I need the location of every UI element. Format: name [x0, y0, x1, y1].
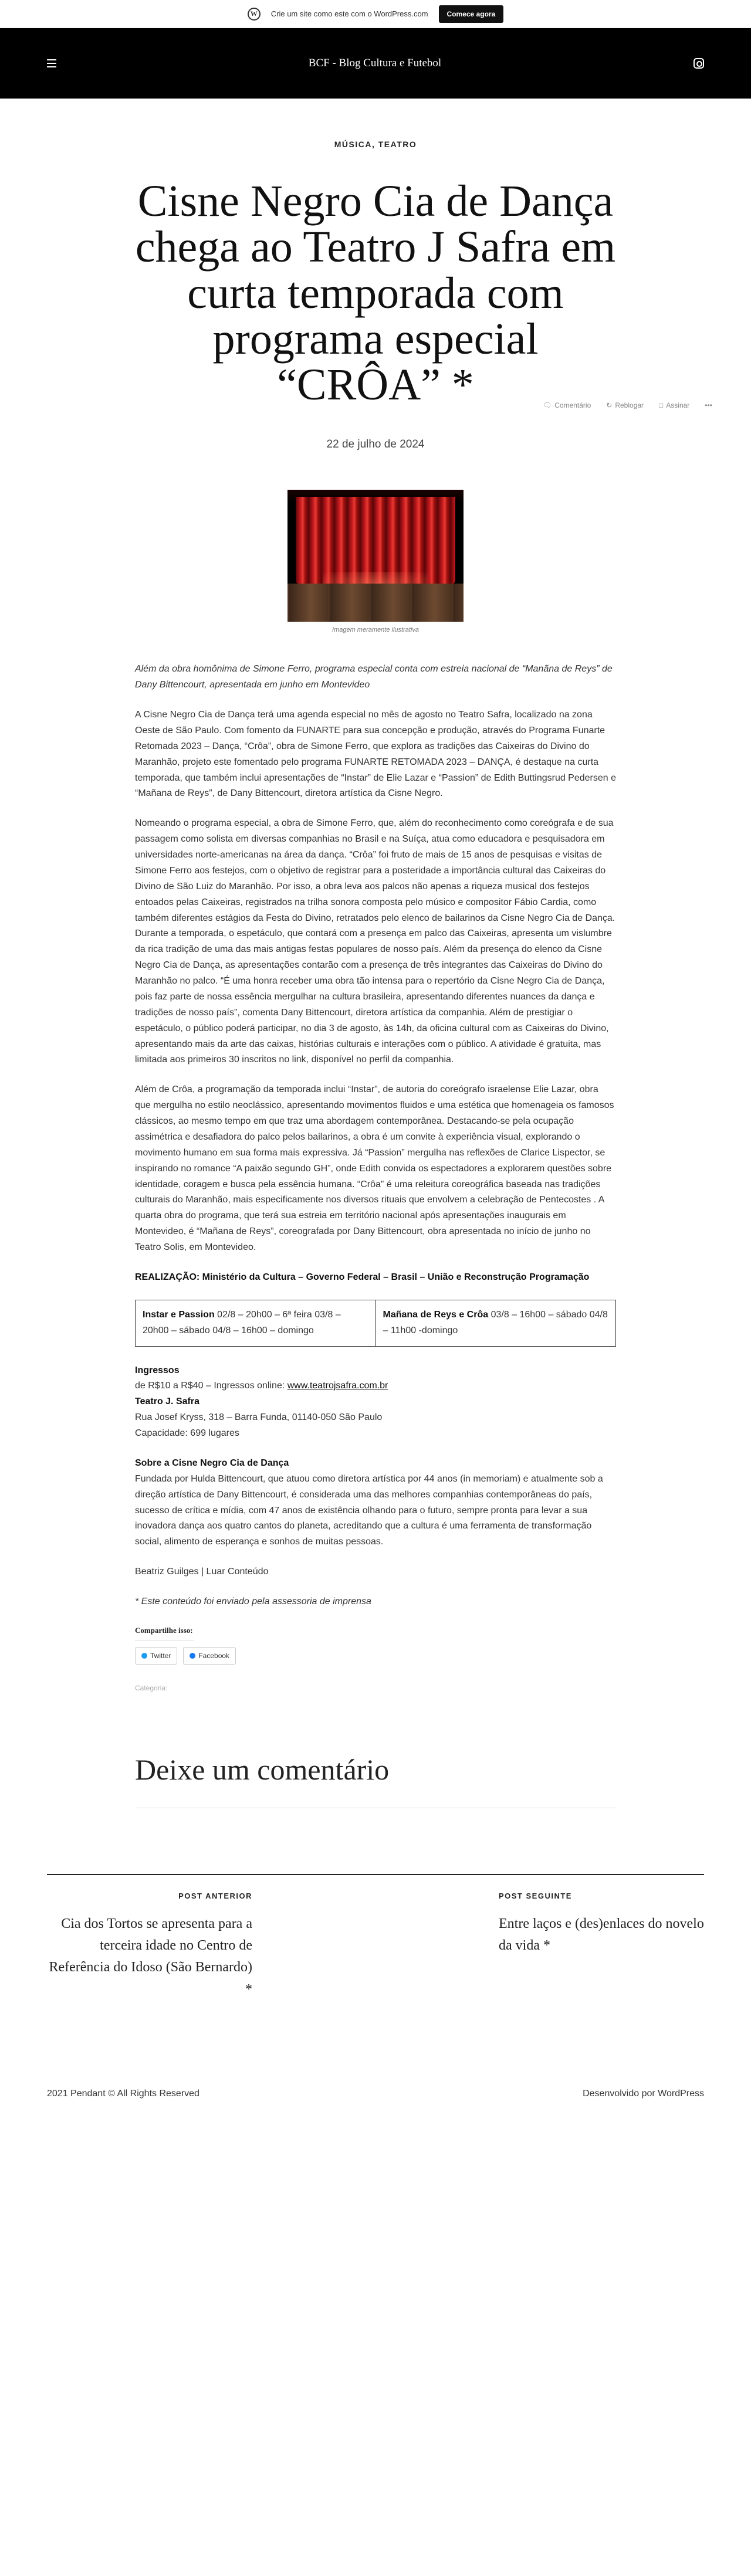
schedule-dates: 03/8 – 16h00 – sábado 04/8 – 11h00 -domingo [383, 1309, 608, 1336]
next-post-link[interactable] [499, 1892, 704, 2001]
wordpress-bar-text: Crie um site como este com o WordPress.com [270, 9, 428, 18]
next-post-label: POST SEGUINTE [499, 1892, 572, 1901]
schedule-name: Mañana de Reys e Crôa [383, 1309, 489, 1320]
wordpress-logo-icon: W [248, 8, 261, 21]
comment-action[interactable]: 🗨 Comentário [543, 401, 591, 409]
schedule-cell [376, 1300, 616, 1346]
site-title[interactable]: BCF - Blog Cultura e Futebol [308, 57, 442, 69]
ingressos-text: de R$10 a R$40 – Ingressos online: [135, 1381, 287, 1391]
paragraph: Nomeando o programa especial, a obra de Simone Ferro, que, além do reconhecimento como coreógrafa e de sua passagem como solista em diversas companhias no Brasil e na Suíça, atua como educadora e pesquisadora em universidades norte-americanas na área da dança. “Crôa” foi fruto de mais de 15 anos de pesquisas e visitas de Simone Ferro aos festejos, com o objetivo de registrar para a posteridade a importância cultural das Caixeiras do Divino de São Luiz do Maranhão. Por isso, a obra leva aos palcos não apenas a riqueza musical dos festejos entoados pelas Caixeiras, registrados na trilha sonora composta pelo músico e compositor Fábio Cardia, como também diferentes estágios da Festa do Divino, retratados pelo elenco de bailarinos da Cisne Negro Cia de Dança. Durante a temporada, o espetáculo, que contará com a presença em palco das Caixeiras, apresenta um vislumbre da rica tradição de uma das mais antigas festas populares de nosso país. Além da presença do elenco da Cisne Negro Cia de Dança, as apresentações contarão com a presença de três integrantes das Caixeiras do Divino do Maranhão no palco. “É uma honra receber uma obra tão intensa para o repertório da Cisne Negro Cia de Dança, pois faz parte de nossa essência mergulhar na cultura brasileira, apresentando diferentes nuances da dança e tradições de nosso país”, comenta Dany Bittencourt, diretora artística da companhia. Além de prestigiar o espetáculo, o público poderá participar, no dia 3 de agosto, às 14h, da oficina cultural com as Caixeiras do Divino, apresentando mais da arte das caixas, histórias culturais e interações com o público. A atividade é gratuita, mas limitada aos primeiros 30 inscritos no link, disponível no perfil da companhia. [135, 818, 615, 1065]
paragraph: Além de Crôa, a programação da temporada inclui “Instar”, de autoria do coreógrafo israelense Elie Lazar, obra que mergulha no estilo neoclássico, apresentando movimentos fluidos e uma estética que homenageia os famosos clássicos, ao mesmo tempo em que traz uma abordagem contemporânea. Destacando-se pela ocupação assimétrica e desafiadora do palco pelos bailarinos, a obra é um convite à experiência visual, explorando o movimento humano em sua forma mais expressiva. Já “Passion” mergulha nas reflexões de Clarice Lispector, se inspirando no romance “A paixão segundo GH”, onde Edith convida os espectadores a explorarem questões sobre identidade, coragem e busca pela essência humana. “Crôa” é uma releitura coreográfica baseada nas tradições culturais do Maranhão, mais especificamente nos diversos rituais que envolvem a celebração de Pentecostes . A quarta obra do programa, que terá sua estreia em território nacional após apresentações inaugurais em Montevideo, é “Mañana de Reys”, coreografada por Dany Bittencourt, obra apresentada no início de junho no Teatro Solis, em Montevideo. [135, 1084, 614, 1253]
realizacao-text: REALIZAÇÃO: Ministério da Cultura – Governo Federal – Brasil – União e Reconstrução Programação [135, 1272, 590, 1282]
instagram-icon[interactable] [694, 58, 704, 69]
post-content [135, 662, 616, 1694]
about-title: Sobre a Cisne Negro Cia de Dança [135, 1458, 289, 1468]
site-footer [47, 2089, 704, 2123]
site-header [0, 28, 751, 99]
facebook-icon [190, 1653, 195, 1659]
paragraph: A Cisne Negro Cia de Dança terá uma agenda especial no mês de agosto no Teatro Safra, localizado na zona Oeste de São Paulo. Com fomento da FUNARTE para sua concepção e produção, através do Programa Funarte Retomada 2023 – Dança, “Crôa”, obra de Simone Ferro, que explora as tradições das Caixeiras do Divino do Maranhão, projeto este fomentado pelo programa FUNARTE RETOMADA 2023 – DANÇA, é destaque na curta temporada, que também inclui apresentações de “Instar” de Elie Lazar e “Passion” de Edith Buttingsrud Pedersen e “Mañana de Reys”, de Dany Bittencourt, diretora artística da Cisne Negro. [135, 710, 617, 799]
schedule-table [135, 1300, 616, 1347]
previous-post-title: Cia dos Tortos se apresenta para a terceira idade no Centro de Referência do Idoso (São Bernardo) * [49, 1916, 252, 1997]
twitter-label: Twitter [150, 1651, 171, 1660]
next-post-title: Entre laços e (des)enlaces do novelo da vida * [499, 1916, 704, 1954]
previous-post-label: POST ANTERIOR [178, 1892, 252, 1901]
comment-label: Comentário [554, 401, 591, 409]
schedule-cell [136, 1300, 376, 1346]
ingressos-title: Ingressos [135, 1365, 180, 1375]
theater-curtain-image [287, 490, 464, 622]
post-navigation [47, 1874, 704, 2001]
post-figure [287, 490, 464, 633]
post-date: 22 de julho de 2024 [326, 438, 425, 451]
venue-title: Teatro J. Safra [135, 1397, 199, 1407]
post-lead: Além da obra homônima de Simone Ferro, programa especial conta com estreia nacional de “Manãna de Reys” de Dany Bittencourt, apresentada em junho em Montevideo [135, 664, 613, 690]
footer-powered-by-link[interactable]: Desenvolvido por WordPress [583, 2088, 704, 2099]
menu-icon[interactable] [47, 59, 56, 67]
post-title: Cisne Negro Cia de Dança chega ao Teatro J Safra em curta temporada com programa especial “CRÔA” * [135, 177, 616, 410]
share-twitter-button[interactable] [135, 1647, 177, 1665]
reblog-label: Reblogar [615, 401, 644, 409]
share-facebook-button[interactable] [183, 1647, 236, 1665]
venue-address: Rua Josef Kryss, 318 – Barra Funda, 01140-050 São Paulo [135, 1412, 383, 1423]
category-link-musica[interactable]: MÚSICA [334, 140, 372, 149]
subscribe-action[interactable]: □ Assinar [659, 401, 690, 409]
table-row [136, 1300, 616, 1346]
category-label: Categoria: [135, 1683, 168, 1692]
about-text: Fundada por Hulda Bittencourt, que atuou como diretora artística por 44 anos (in memoriam) e atualmente sob a direção artística de Dany Bittencourt, é considerada uma das melhores companhias contemporâneas do país, sucesso de crítica e mídia, com 47 anos de existência olhando para o futuro, sempre pronta para levar a sua inovadora dança aos quatro cantos do planeta, acreditando que a cultura é uma ferramenta de transformação social, alimento de esperança e sonhos de muitas pessoas. [135, 1473, 603, 1547]
more-icon[interactable]: ••• [705, 401, 712, 409]
category-link-teatro[interactable]: , TEATRO [372, 140, 417, 149]
share-title: Compartilhe isso: [135, 1625, 193, 1635]
venue-capacity: Capacidade: 699 lugares [135, 1428, 239, 1439]
press-note: * Este conteúdo foi enviado pela assessoria de imprensa [135, 1597, 371, 1607]
share-buttons [135, 1647, 616, 1665]
comments-title: Deixe um comentário [135, 1753, 616, 1808]
footer-copyright: 2021 Pendant © All Rights Reserved [47, 2088, 199, 2099]
reblog-action[interactable]: ↻ Reblogar [606, 401, 644, 409]
start-now-button[interactable]: Comece agora [439, 5, 504, 23]
schedule-name: Instar e Passion [143, 1309, 215, 1320]
twitter-icon [141, 1653, 147, 1659]
post-actions [537, 399, 718, 412]
previous-post-link[interactable] [47, 1892, 252, 2001]
credits: Beatriz Guilges | Luar Conteúdo [135, 1567, 269, 1577]
subscribe-label: Assinar [666, 401, 690, 409]
post-categories [0, 140, 751, 149]
image-caption: Imagem meramente ilustrativa [332, 626, 419, 634]
facebook-label: Facebook [198, 1651, 230, 1660]
tickets-link[interactable]: www.teatrojsafra.com.br [287, 1381, 388, 1391]
wordpress-bar [0, 0, 751, 28]
schedule-dates: 02/8 – 20h00 – 6ª feira 03/8 – 20h00 – sábado 04/8 – 16h00 – domingo [143, 1309, 341, 1336]
